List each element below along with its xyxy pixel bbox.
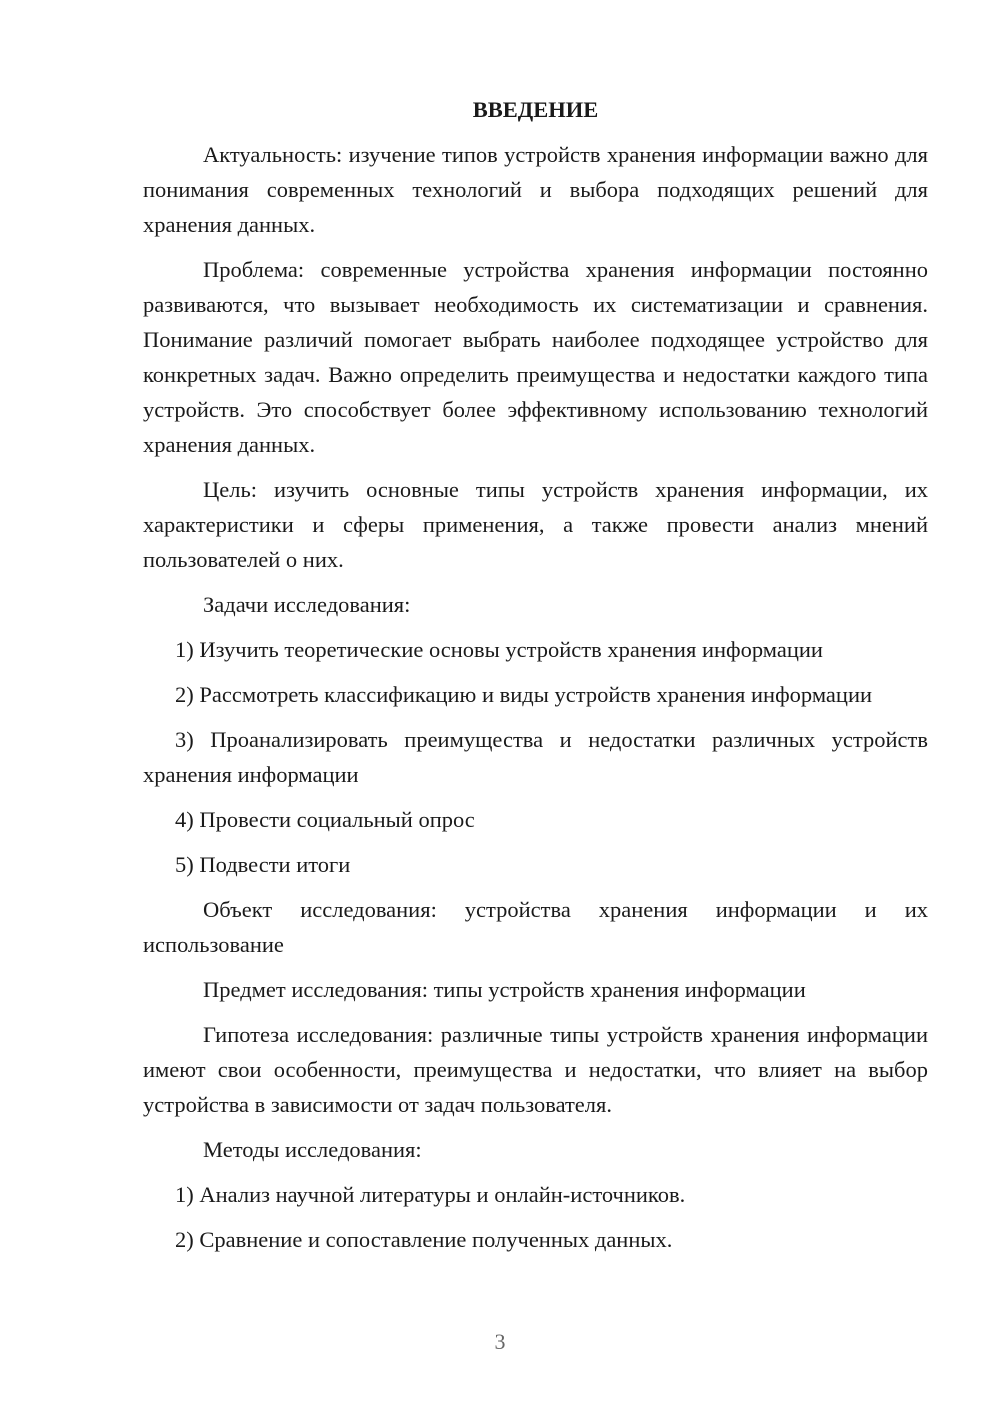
paragraph-problem: Проблема: современные устройства хранения информации постоянно развиваются, что вызывает необходимость их систематизации и сравнения. Понимание различий помогает выбрать наиболее подходящее устройство для конкретных задач. Важно определить преимущества и недостатки каждого типа устройств. Это способствует более эффективному использованию технологий хранения данных.: [143, 257, 928, 457]
list-item-method-2: 2) Сравнение и сопоставление полученных данных.: [175, 1227, 673, 1252]
list-item-task-3: 3) Проанализировать преимущества и недостатки различных устройств хранения информации: [143, 727, 928, 787]
document-page: [143, 92, 928, 1267]
methods-heading: Методы исследования:: [203, 1137, 422, 1162]
paragraph-hypothesis: Гипотеза исследования: различные типы устройств хранения информации имеют свои особенности, преимущества и недостатки, что влияет на выбор устройства в зависимости от задач пользователя.: [143, 1022, 928, 1117]
list-item-task-1: 1) Изучить теоретические основы устройств хранения информации: [175, 637, 823, 662]
paragraph-relevance: Актуальность: изучение типов устройств хранения информации важно для понимания современных технологий и выбора подходящих решений для хранения данных.: [143, 142, 928, 237]
page-title: ВВЕДЕНИЕ: [472, 97, 599, 122]
paragraph-object: Объект исследования: устройства хранения информации и их использование: [143, 897, 928, 957]
paragraph-goal: Цель: изучить основные типы устройств хранения информации, их характеристики и сферы применения, а также провести анализ мнений пользователей о них.: [143, 477, 928, 572]
page-number: 3: [494, 1329, 506, 1354]
paragraph-subject: Предмет исследования: типы устройств хранения информации: [203, 977, 806, 1002]
list-item-task-4: 4) Провести социальный опрос: [175, 807, 475, 832]
tasks-heading: Задачи исследования:: [203, 592, 411, 617]
list-item-task-5: 5) Подвести итоги: [175, 852, 351, 877]
list-item-method-1: 1) Анализ научной литературы и онлайн-источников.: [175, 1182, 686, 1207]
list-item-task-2: 2) Рассмотреть классификацию и виды устройств хранения информации: [175, 682, 873, 707]
